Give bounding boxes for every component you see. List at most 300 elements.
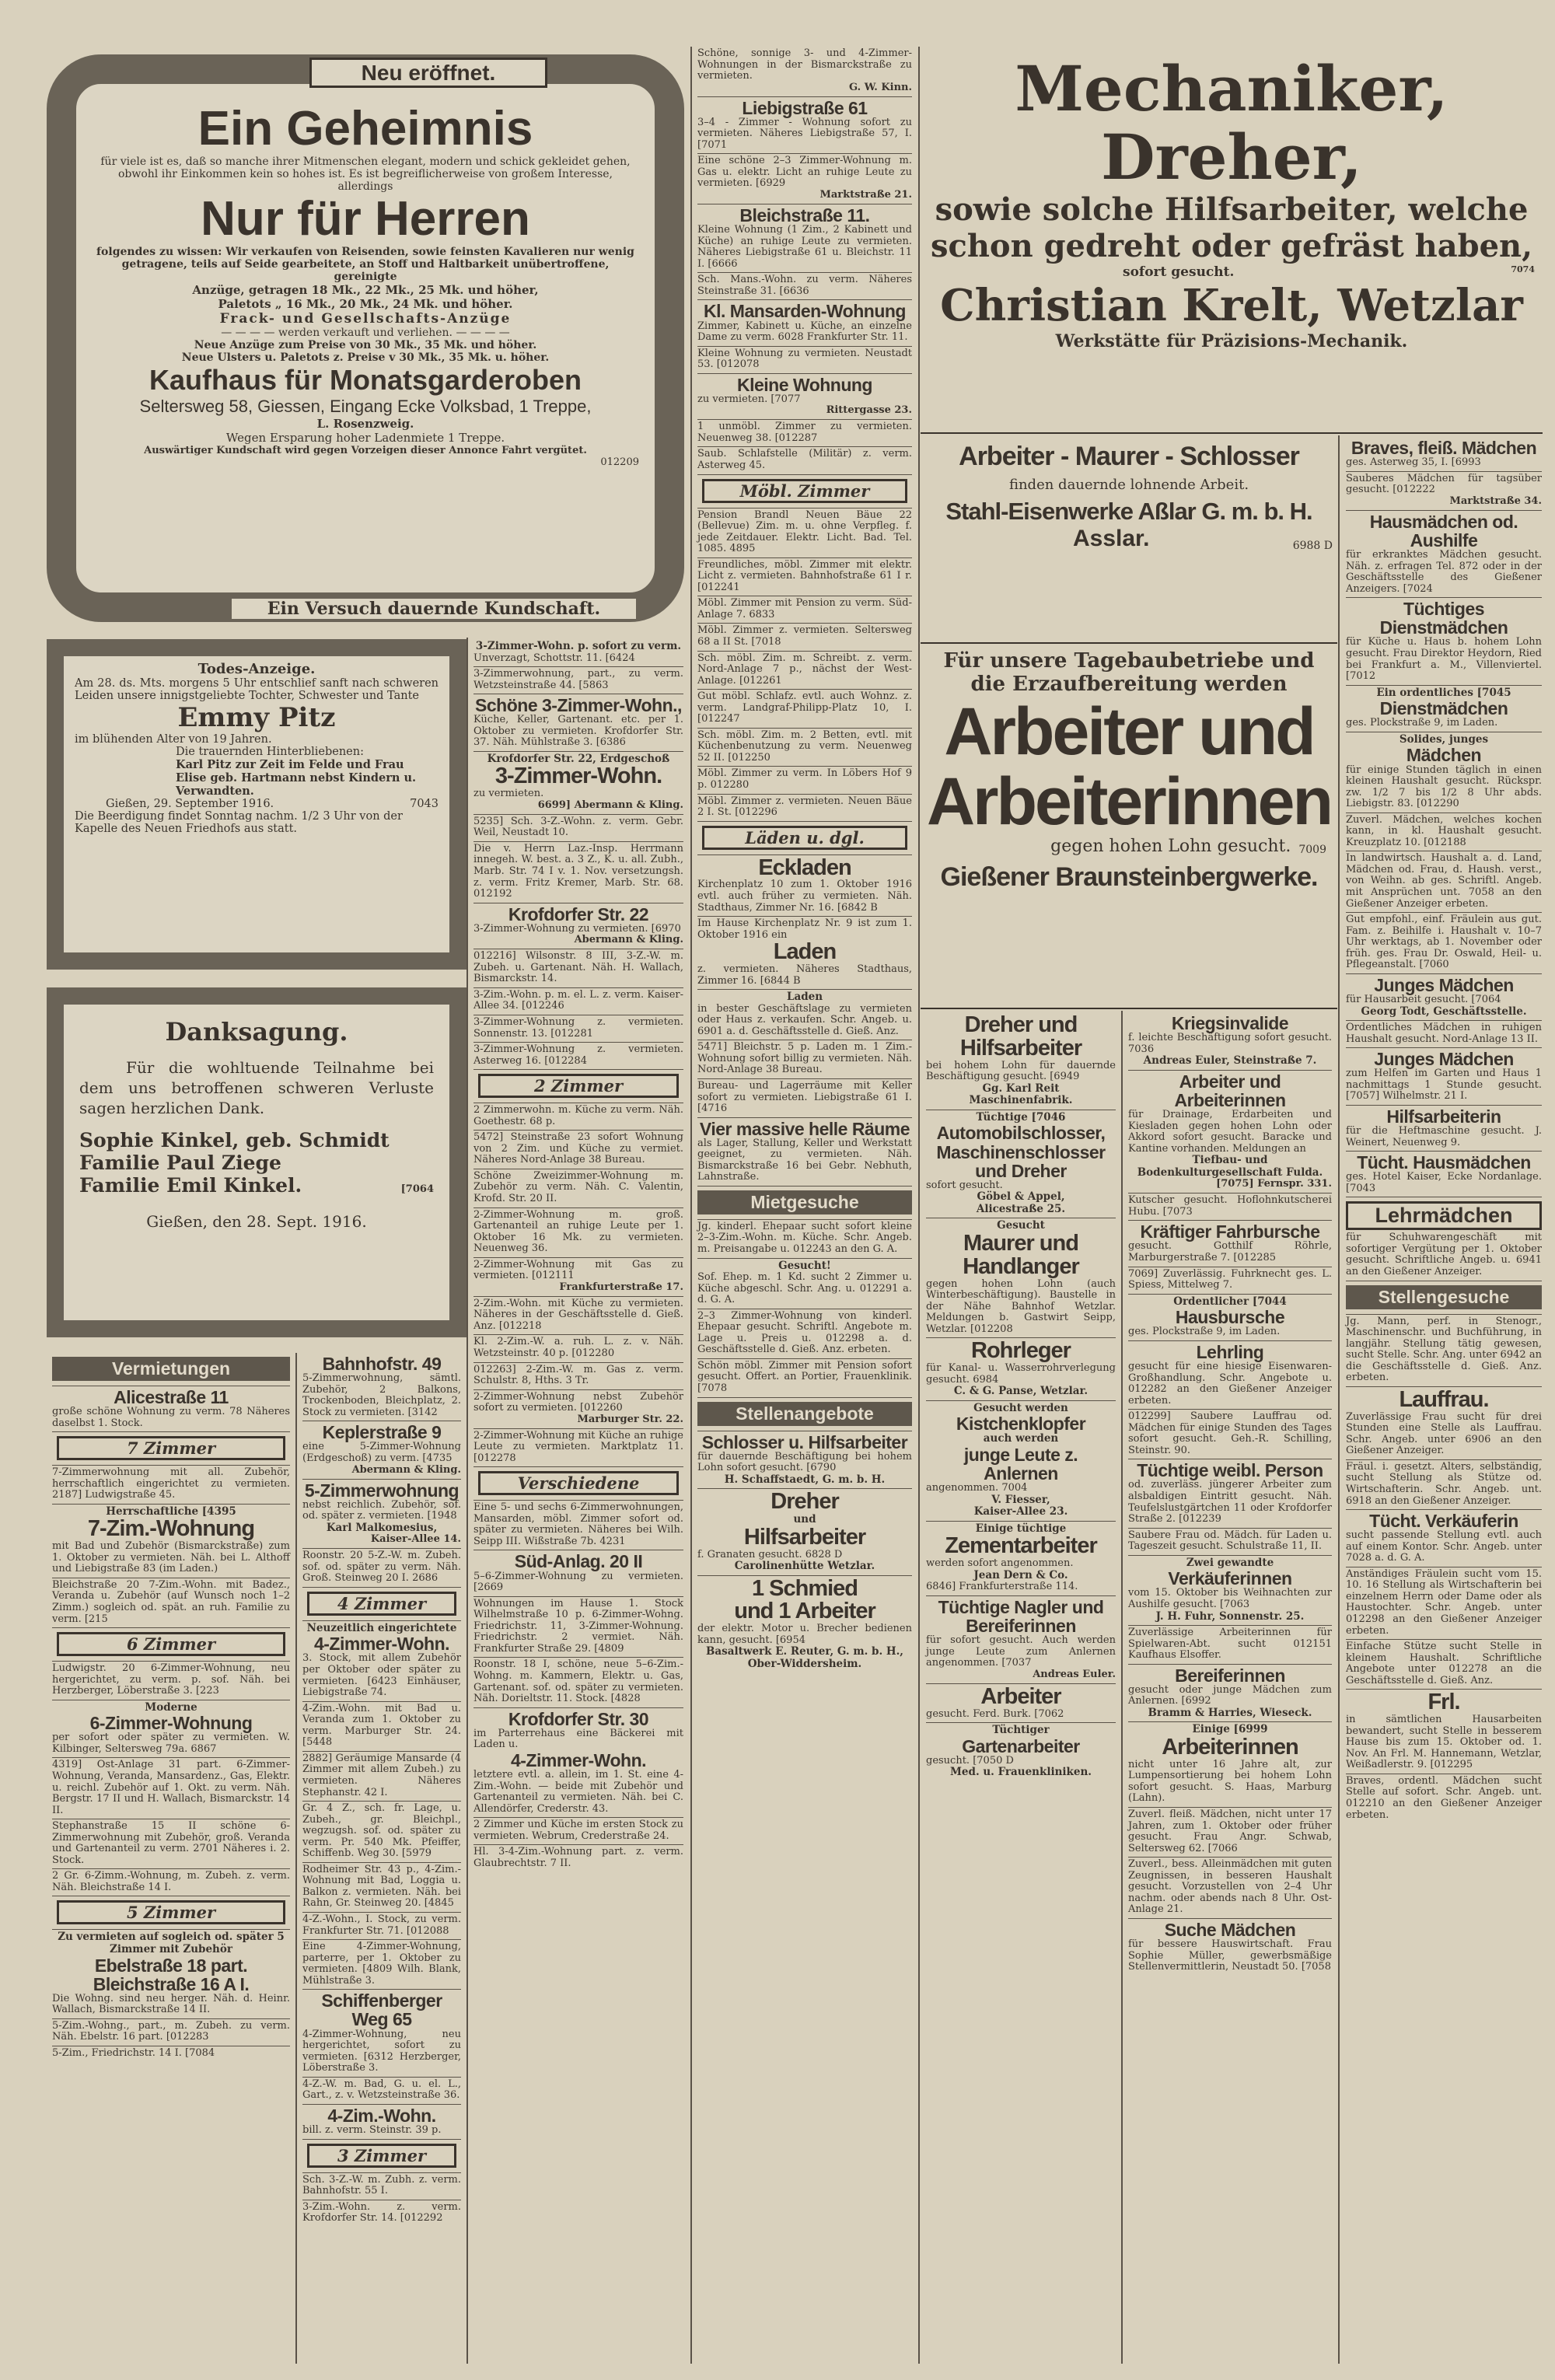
- ad-text: 5471] Bleichstr. 5 p. Laden m. 1 Zim.-Wohnung sofort billig zu vermieten. Näh. Nord-Anlage 38 Bureau.: [697, 1041, 912, 1076]
- classified-ad: [302, 1702, 461, 1752]
- ad-heading: Mädchen: [1406, 745, 1482, 766]
- ad-subheading: und: [793, 1513, 816, 1526]
- ad-text: 7069] Zuverlässig. Fuhrknecht ges. L. Spiess, Mittelweg 7.: [1128, 1267, 1332, 1291]
- classified-ad: [52, 1353, 290, 1386]
- ad-subheading: 3-Zimmer-Wohn. p. sofort zu verm.: [475, 640, 682, 652]
- classified-ad: [52, 1505, 290, 1578]
- ad-subheading: Kaiser-Allee 23.: [973, 1505, 1068, 1519]
- ad-headline: Arbeiterinnen: [1162, 1734, 1298, 1760]
- classified-ad: [697, 1259, 912, 1309]
- ad-heading: Bleichstraße 11.: [739, 204, 870, 225]
- ad-text: 6846] Frankfurterstraße 114.: [926, 1581, 1078, 1593]
- section-header: Läden u. dgl.: [702, 826, 907, 850]
- ad-subheading: Ordentlicher [7044: [1173, 1295, 1287, 1308]
- classified-ad: [52, 2019, 290, 2046]
- deceased-age: im blühenden Alter von 19 Jahren.: [75, 733, 272, 746]
- classified-ad: [697, 1040, 912, 1079]
- ad-text: ges. Hotel Kaiser, Ecke Nordanlage. [7043: [1346, 1171, 1542, 1194]
- braunstein-text-row: [925, 837, 1333, 856]
- ad-text: Möbl. Zimmer z. vermieten. Neuen Bäue 2 I. St. [012296: [697, 795, 912, 819]
- ad-subheading: Herrschaftliche [4395: [106, 1505, 236, 1518]
- classified-ad: [473, 842, 683, 903]
- classified-ad: [473, 1818, 683, 1845]
- ad-heading: Tüchtige Nagler und Bereiferinnen: [938, 1596, 1104, 1636]
- classified-ad: [473, 1169, 683, 1208]
- classified-ad: [926, 1522, 1116, 1596]
- ad-text: Pension Brandl Neuen Bäue 22 (Bellevue) Zim. m. u. ohne Verpfleg. f. jede Zeitdauer. Elektr. Licht. Bad. Tel. 1085. 4895: [697, 509, 912, 555]
- classified-ad: [697, 917, 912, 990]
- ad-text: Roonstr. 20 5-Z.-W. m. Zubeh. sof. od. später zu verm. Näh. Groß. Steinweg 20 I. 2686: [302, 1550, 461, 1585]
- ad-text: zu vermieten.: [473, 788, 544, 800]
- mechanic-line-2: sowie solche Hilfsarbeiter, welche: [935, 191, 1529, 228]
- classified-ad: [697, 596, 912, 624]
- ad-text: für bessere Hauswirtschaft. Frau Sophie Müller, gewerbsmäßige Stellenvermittlerin, Neustadt 50. [7058: [1128, 1938, 1332, 1973]
- ad-title-2: Nur für Herren: [201, 192, 530, 246]
- ad-heading: Tücht. Hausmädchen: [1357, 1152, 1531, 1173]
- classified-ad: [1346, 1510, 1542, 1567]
- ad-text: 3. Stock, mit allem Zubehör per Oktober oder später zu vermieten. [6423 Einhäuser, Liebigstraße 74.: [302, 1652, 461, 1699]
- classified-ad: [1128, 1858, 1332, 1919]
- classified-ad: [1346, 686, 1542, 732]
- thanks-date: Gießen, den 28. Sept. 1916.: [146, 1212, 367, 1231]
- ad-text: 4319] Ost-Anlage 31 part. 6-Zimmer-Wohnung, Veranda, Mansardenz., Gas, Elektr. u. reichl. Zubehör auf 1. Okt. zu verm. Näh. Bergstr. 17 II und H. Wallach, Bismarckstr. 14 II.: [52, 1759, 290, 1816]
- ad-subheading: Jean Dern & Co.: [973, 1568, 1068, 1581]
- ad-heading: Kriegsinvalide: [1171, 1013, 1289, 1033]
- ad-heading: Arbeiter und Arbeiterinnen: [1174, 1071, 1286, 1110]
- classified-ad: [473, 639, 683, 667]
- ad-text: 2 Gr. 6-Zimm.-Wohnung, m. Zubeh. z. verm. Näh. Bleichstraße 14 I.: [52, 1870, 290, 1893]
- classified-ad: [473, 1429, 683, 1468]
- classified-ad: [473, 1501, 683, 1550]
- classified-ad: [1346, 1690, 1542, 1774]
- ad-owner: L. Rosenzweig.: [316, 417, 414, 432]
- ad-new-2: Neue Ulsters u. Paletots z. Preise v 30 Mk., 35 Mk. u. höher.: [181, 351, 550, 365]
- ad-text: sucht passende Stellung evtl. auch auf einem Kontor. Schr. Angeb. unter 7028 a. d. G. A.: [1346, 1529, 1542, 1564]
- mechanic-subtitle: Werkstätte für Präzisions-Mechanik.: [1055, 331, 1408, 351]
- classified-ad: [697, 47, 912, 97]
- ad-text: 012299] Saubere Lauffrau od. Mädchen für einige Stunden des Tages sofort gesucht. Geh.-R. Schilling, Steinstr. 90.: [1128, 1410, 1332, 1456]
- ad-text: 5-Zim.-Wohng., part., m. Zubeh. zu verm. Näh. Ebelstr. 16 part. [012283: [52, 2019, 290, 2043]
- ad-text: Jg. kinderl. Ehepaar sucht sofort kleine 2–3-Zim.-Wohn. m. Küche. Schr. Angeb. m. Preisangabe u. 012243 an den G. A.: [697, 1220, 912, 1256]
- classified-ad: [926, 1596, 1116, 1684]
- classified-ad: [473, 1597, 683, 1658]
- ad-signature: 6699] Abermann & Kling.: [537, 799, 683, 811]
- classified-ad: [52, 1386, 290, 1432]
- ad-text: Schön möbl. Zimmer mit Pension sofort gesucht. Offert. an Portier, Frauenklinik. [7078: [697, 1359, 912, 1395]
- ad-text: angenommen. 7004: [926, 1482, 1028, 1494]
- classified-ad: [473, 1658, 683, 1707]
- classified-ad: [926, 1338, 1116, 1400]
- ad-text: letztere evtl. a. allein, im 1. St. eine 4-Zim.-Wohn. — beide mit Zubehör und Gartenanteil zu vermieten. Näh. bei C. Allendörfer, Crederstr. 43.: [473, 1768, 683, 1815]
- ad-headline: 1 Schmied: [751, 1575, 858, 1601]
- ad-boxed-heading: Lehrmädchen: [1346, 1201, 1542, 1230]
- classified-ad: [1128, 1808, 1332, 1858]
- ad-text: 5-Zimmerwohnung, sämtl. Zubehör, 2 Balkons, Trockenboden, Bleichplatz, 2. Stock zu vermieten. [3142: [302, 1372, 461, 1418]
- ad-price-1: Anzüge, getragen 18 Mk., 22 Mk., 25 Mk. und höher,: [192, 283, 539, 298]
- classified-ad: [302, 1549, 461, 1588]
- ad-text: 2-Zimmer-Wohnung nebst Zubehör sofort zu vermieten. [012260: [473, 1390, 683, 1414]
- classified-ad: [697, 822, 912, 855]
- classified-ad: [926, 1218, 1116, 1338]
- ad-subheading: Einige tüchtige: [975, 1522, 1067, 1535]
- ad-text: Sch. Mans.-Wohn. zu verm. Näheres Steinstraße 31. [6636: [697, 274, 912, 297]
- ad-note-2: Auswärtiger Kundschaft wird gegen Vorzeigen dieser Annonce Fahrt vergütet.: [144, 445, 587, 457]
- section-header: 2 Zimmer: [478, 1074, 679, 1098]
- ad-heading: Hausbursche: [1175, 1307, 1285, 1328]
- ad-frack-2: — — — — werden verkauft und verliehen. — — — —: [221, 327, 510, 340]
- classified-ad: [697, 475, 912, 509]
- classified-ad: [473, 752, 683, 815]
- classified-ad: [302, 1752, 461, 1802]
- ad-text: Schöne Zweizimmer-Wohnung m. Zubehör zu verm. Näh. C. Valentin, Krofd. Str. 20 II.: [473, 1169, 683, 1204]
- classified-ad: [697, 1220, 912, 1259]
- ad-subheading: Bramm & Harries, Wieseck.: [1148, 1706, 1312, 1719]
- braunstein-big-1: Arbeiter und: [944, 694, 1314, 769]
- ad-headline: Zementarbeiter: [945, 1533, 1097, 1559]
- classified-ad: [473, 667, 683, 694]
- ad-subheading: Tüchtige [7046: [976, 1110, 1066, 1124]
- braunstein-intro: Für unsere Tagebaubetriebe und die Erzaufbereitung werden: [943, 649, 1315, 696]
- braunstein-company: Gießener Braunsteinbergwerke.: [940, 862, 1318, 893]
- ad-text: eine 5-Zimmer-Wohnung (Erdgeschoß) zu verm. [4735: [302, 1441, 461, 1465]
- ad-heading: Tüchtiges Dienstmädchen: [1379, 599, 1508, 638]
- ad-signature: Andreas Euler.: [1033, 1668, 1116, 1680]
- ad-badge: [309, 58, 547, 88]
- ad-text: Kleine Wohnung (1 Zim., 2 Kabinett und Küche) an ruhige Leute zu vermieten. Näheres Liebigstraße 61 u. Bleichstr. 11 I. [6666: [697, 224, 912, 270]
- ad-text: in bester Geschäftslage zu vermieten oder Haus z. verkaufen. Schr. Angeb. u. 6901 a. d. Geschäftsstelle d. Gieß. Anz.: [697, 1002, 912, 1037]
- ad-text: nebst reichlich. Zubehör, sof. od. später z. vermieten. [1948: [302, 1498, 461, 1522]
- ad-heading: Suche Mädchen: [1164, 1919, 1296, 1940]
- ad-text: für dauernde Beschäftigung bei hohem Lohn sofort gesucht. [6790: [697, 1450, 912, 1474]
- classified-ad: [926, 1012, 1116, 1110]
- ad-heading: Gartenarbeiter: [962, 1735, 1080, 1756]
- ad-heading: Verkäuferinnen: [1168, 1568, 1292, 1589]
- ad-subheading: Moderne: [145, 1700, 197, 1714]
- ad-heading: junge Leute z. Anlernen: [963, 1444, 1078, 1484]
- ad-text: ges. Plockstraße 9, im Laden.: [1346, 717, 1498, 729]
- thanks-name-2: Familie Paul Ziege: [79, 1152, 281, 1174]
- column-jobs-men: [921, 1012, 1121, 1781]
- column-jobs-mixed: [1123, 1012, 1337, 1976]
- ad-text: Schöne, sonnige 3- und 4-Zimmer-Wohnungen in der Bismarckstraße zu vermieten.: [697, 47, 912, 82]
- ad-text: Sauberes Mädchen für tagsüber gesucht. [012222: [1346, 472, 1542, 496]
- classified-ad: [697, 1118, 912, 1187]
- classified-ad: [1346, 1640, 1542, 1690]
- ad-text: nicht unter 16 Jahre alt, zur Lumpensortierung bei hohem Lohn sofort gesucht. S. Haas, Marburg (Lahn).: [1128, 1758, 1332, 1805]
- classified-ad: [697, 300, 912, 346]
- classified-ad: [473, 988, 683, 1015]
- classified-ad: [697, 558, 912, 597]
- column-divider: [466, 638, 468, 2364]
- classified-ad: [697, 447, 912, 474]
- classified-ad: [52, 1628, 290, 1662]
- section-header: Verschiedene: [478, 1471, 679, 1495]
- ad-price-2: Paletots „ 16 Mk., 20 Mk., 24 Mk. und höher.: [218, 297, 513, 312]
- ad-headline: Eckladen: [758, 854, 851, 880]
- mourners-label: Die trauernden Hinterbliebenen:: [176, 746, 364, 758]
- classified-ad: [473, 1708, 683, 1819]
- mechanic-sofort-row: [921, 264, 1543, 280]
- ad-heading: Kistchenklopfer: [956, 1414, 1086, 1435]
- classified-ad: [697, 1576, 912, 1673]
- ad-text: 2-Zim.-Wohn. mit Küche zu vermieten. Näheres in der Geschäftsstelle d. Gieß. Anz. [012218: [473, 1297, 683, 1332]
- asslar-ref: 6988 D: [1292, 540, 1333, 552]
- classified-ad: [1346, 813, 1542, 852]
- ad-subheading: Gg. Karl Reit: [982, 1082, 1060, 1095]
- ad-text: Roonstr. 18 I, schöne, neue 5–6-Zim.-Wohng. m. Kammern, Elektr. u. Gas, Gartenant. sof. od. später zu vermieten. Näh. Dorieltstr. 11. Stock. [4828: [473, 1658, 683, 1705]
- ad-heading: Liebigstraße 61: [742, 97, 868, 118]
- ad-subheading: Tüchtiger: [992, 1724, 1050, 1737]
- section-header: 3 Zimmer: [307, 2144, 456, 2168]
- ad-text: Zimmer, Kabinett u. Küche, an einzelne Dame zu verm. 6028 Frankfurter Str. 11.: [697, 320, 912, 344]
- classified-ad: [302, 1621, 461, 1702]
- thanks-name-1: Sophie Kinkel, geb. Schmidt: [79, 1129, 390, 1152]
- classified-ad: [1346, 1567, 1542, 1640]
- ad-heading: Automobilschlosser, Maschinenschlosser und Dreher: [936, 1123, 1106, 1181]
- thanks-text: Für die wohltuende Teilnahme bei dem uns betroffenen schweren Verluste sagen herzlichen Dank.: [79, 1058, 434, 1117]
- classified-ad: [926, 1401, 1116, 1522]
- thanks-ref: [7064: [400, 1183, 434, 1195]
- classified-ad: [697, 1187, 912, 1220]
- ad-subheading: Ein ordentliches [7045: [1376, 686, 1511, 699]
- classified-ad: [1128, 1626, 1332, 1665]
- classified-ad: [1128, 1665, 1332, 1723]
- ad-text: 5472] Steinstraße 23 sofort Wohnung von 2 Zim. und Küche zu vermiet. Näheres Nord-Anlage 38 Bureau.: [473, 1131, 683, 1166]
- ad-heading: Tüchtige weibl. Person: [1137, 1460, 1323, 1481]
- thanks-title: Danksagung.: [165, 1017, 348, 1047]
- ad-subheading: Solides, junges: [1399, 732, 1489, 746]
- classified-ad: [1128, 1410, 1332, 1459]
- ad-text: Kutscher gesucht. Hoflohnkutscherei Hubu. [7073: [1128, 1194, 1332, 1218]
- classified-ad: [52, 1662, 290, 1700]
- classified-ad: [302, 2200, 461, 2227]
- braunstein-job-ad: [921, 647, 1337, 1009]
- ad-heading: Bahnhofstr. 49: [322, 1354, 442, 1374]
- ad-headline: Rohrleger: [971, 1338, 1071, 1364]
- ad-text: In landwirtsch. Haushalt a. d. Land, Mädchen od. Frau, d. Haush. verst., von Weihn. ab ges. Schriftl. Angeb. mit Ansprüchen unt. 7058 an den Gießener Anzeiger erbeten.: [1346, 852, 1542, 910]
- ad-text: Einfache Stütze sucht Stelle in kleinem Haushalt. Schriftliche Angebote unter 012278 an die Geschäftsstelle d. Gieß. Anz.: [1346, 1641, 1542, 1686]
- ad-text: 5-Zim., Friedrichstr. 14 I. [7084: [52, 2046, 215, 2059]
- ad-subheading: Gesucht: [997, 1219, 1045, 1232]
- classified-ad: [1128, 1012, 1332, 1071]
- asslar-place: Asslar.: [1073, 526, 1150, 551]
- ad-text: gesucht für eine hiesige Eisenwaren-Großhandlung. Schr. Angebote u. 012282 an den Gießener Anzeiger erbeten.: [1128, 1360, 1332, 1407]
- ad-heading: Tücht. Verkäuferin: [1369, 1511, 1518, 1532]
- classified-ad: [473, 1845, 683, 1871]
- classified-ad: [1346, 1460, 1542, 1510]
- ad-heading: Keplerstraße 9: [322, 1422, 442, 1443]
- classified-ad: [1346, 1048, 1542, 1106]
- ad-text: gegen hohen Lohn (auch Winterbeschäftigung). Baustelle in der Nähe Bahnhof Wetzlar. Meldungen b. Gastwirt Seipp, Wetzlar. [012208: [926, 1277, 1116, 1335]
- classified-ad: [52, 1578, 290, 1628]
- ad-text: für Schuhwarengeschäft mit sofortiger Vergütung per 1. Oktober gesucht. Schriftliche Angeb. u. 6941 an den Gießener Anzeiger.: [1346, 1232, 1542, 1277]
- ad-signature: Frankfurterstraße 17.: [559, 1281, 683, 1293]
- ad-heading: Dienstmädchen: [1379, 698, 1508, 719]
- section-banner: Stellenangebote: [697, 1402, 912, 1426]
- ad-text: Gut empfohl., einf. Fräulein aus gut. Fam. z. Beihilfe i. Haushalt v. 10–7 Uhr werktags, ab 1. November oder früh. ges. Frau Dr. Oswald, Heil- u. Pflegeanstalt. [7060: [1346, 914, 1542, 971]
- ad-text: per sofort oder später zu vermieten. W. Kilbinger, Seltersweg 79a. 6867: [52, 1732, 290, 1755]
- classified-ad: [697, 374, 912, 421]
- clothing-store-ad: [47, 54, 684, 622]
- ad-headline: 7-Zim.-Wohnung: [87, 1516, 255, 1542]
- asslar-company: Stahl-Eisenwerke Aßlar G. m. b. H.: [945, 498, 1312, 525]
- ad-heading: 4-Zimmer-Wohn.: [510, 1749, 647, 1770]
- classified-ad: [1128, 1341, 1332, 1410]
- ad-signature: [7075] Fernspr. 331.: [1216, 1178, 1332, 1190]
- ad-heading: 4-Zim.-Wohn.: [327, 2105, 436, 2126]
- ad-subheading: Med. u. Frauenkliniken.: [949, 1766, 1092, 1779]
- deceased-name: Emmy Pitz: [177, 702, 336, 733]
- section-header: 7 Zimmer: [57, 1436, 285, 1460]
- mechanic-company: Christian Krelt, Wetzlar: [940, 280, 1523, 331]
- ad-heading: Bereiferinnen: [1175, 1665, 1285, 1686]
- classified-ad: [1128, 1919, 1332, 1976]
- ad-text: zum Helfen im Garten und Haus 1 nachmittags 1 Stunde gesucht. [7057] Wilhelmstr. 21 I.: [1346, 1068, 1542, 1103]
- classified-ad: [302, 1353, 461, 1421]
- ad-text: Zuverl. Mädchen, welches kochen kann, in kl. Haushalt gesucht. Kreuzplatz 10. [012188: [1346, 813, 1542, 848]
- section-banner: Mietgesuche: [697, 1190, 912, 1214]
- classified-ad: [1128, 1459, 1332, 1528]
- classified-ad: [697, 273, 912, 300]
- ad-text: werden sofort angenommen.: [926, 1557, 1074, 1570]
- death-notice-title: Todes-Anzeige.: [197, 661, 316, 677]
- classified-ad: [302, 2105, 461, 2140]
- ad-text: 3-Zimmer-Wohnung z. vermieten. Sonnenstr. 13. [012281: [473, 1015, 683, 1040]
- ad-text: f. leichte Beschäftigung sofort gesucht. 7036: [1128, 1032, 1332, 1055]
- classified-ad: [1346, 1021, 1542, 1048]
- ad-subheading: Basaltwerk E. Reuter, G. m. b. H., Ober-Widdersheim.: [705, 1645, 904, 1670]
- ad-headline: und 1 Arbeiter: [734, 1599, 875, 1624]
- ad-signature: Marktstraße 21.: [819, 189, 912, 201]
- ad-subheading: Laden: [786, 991, 823, 1004]
- classified-ad: [697, 767, 912, 794]
- classified-ad: [52, 1758, 290, 1819]
- classified-ad: [1128, 1722, 1332, 1808]
- classified-ad: [1346, 732, 1542, 813]
- mechanic-job-ad: [921, 54, 1543, 434]
- section-header: 6 Zimmer: [57, 1632, 285, 1656]
- ad-text: Ordentliches Mädchen in ruhigen Haushalt gesucht. Nord-Anlage 13 II.: [1346, 1022, 1542, 1045]
- classified-ad: [697, 204, 912, 273]
- asslar-job-ad: [921, 437, 1337, 644]
- classified-ad: [52, 1869, 290, 1896]
- ad-heading: Alicestraße 11: [114, 1387, 229, 1407]
- ad-text: Sch. möbl. Zim. m. 2 Betten, evtl. mit Küchenbenutzung zu verm. Neuenweg 52 II. [012250: [697, 729, 912, 764]
- ad-heading: 5-Zimmerwohnung: [304, 1480, 460, 1501]
- death-notice-date: Gießen, 29. September 1916.: [106, 798, 274, 810]
- ad-signature: Abermann & Kling.: [574, 934, 683, 946]
- classified-ad: [697, 855, 912, 917]
- ad-heading: Ebelstraße 18 part.: [94, 1955, 248, 1976]
- ad-text: Eine 5- und sechs 6-Zimmerwohnungen, Mansarden, möbl. Zimmer sofort od. später zu vermieten. Näheres bei Wilh. Seipp III. Wißstraße 7b. 4231: [473, 1501, 683, 1547]
- classified-ad: [473, 1258, 683, 1297]
- ad-text: 4-Z.-Wohn., I. Stock, zu verm. Frankfurter Str. 71. [012088: [302, 1913, 461, 1937]
- classified-ad: [302, 1913, 461, 1940]
- ad-text: 012216] Wilsonstr. 8 III, 3-Z.-W. m. Zubeh. u. Gartenant. Näh. H. Wallach, Bismarckstr. 14.: [473, 950, 683, 985]
- classified-ad: [52, 1819, 290, 1869]
- ad-text: für sofort gesucht. Auch werden junge Leute zum Anlernen angenommen. [7037: [926, 1634, 1116, 1669]
- ad-text: Eine schöne 2–3 Zimmer-Wohnung m. Gas u. elektr. Licht an ruhige Leute zu vermieten. [6929: [697, 155, 912, 190]
- ad-text: Kirchenplatz 10 zum 1. Oktober 1916 evtl. auch früher zu vermieten. Näh. Stadthaus, Zimmer Nr. 16. [6842 B: [697, 879, 912, 914]
- ad-text: für die Heftmaschine gesucht. J. Weinert, Neuenweg 9.: [1346, 1125, 1542, 1148]
- classified-ad: [473, 1297, 683, 1336]
- classified-ad: [697, 624, 912, 651]
- ad-text: für Küche u. Haus b. hohem Lohn gesucht. Frau Direktor Heydorn, Ried bei Frankfurt a. M., Villenviertel. [7012: [1346, 636, 1542, 683]
- classified-ad: [1346, 1774, 1542, 1823]
- ad-headline: Hilfsarbeiter: [743, 1524, 866, 1550]
- classified-ad: [697, 1079, 912, 1118]
- classified-ad: [473, 1070, 683, 1103]
- ad-subheading: Einige [6999: [1192, 1723, 1268, 1736]
- ad-subheading: Neuzeitlich eingerichtete: [306, 1621, 457, 1634]
- classified-ad: [1346, 1315, 1542, 1387]
- classified-ad: [302, 1940, 461, 1990]
- ad-subheading: Zu vermieten auf sogleich od. später 5 Zimmer mit Zubehör: [58, 1931, 285, 1955]
- ad-heading: Junges Mädchen: [1374, 1049, 1514, 1070]
- ad-address: Seltersweg 58, Giessen, Eingang Ecke Volksbad, 1 Treppe,: [139, 397, 592, 417]
- ad-text: gesucht. [7050 D: [926, 1754, 1014, 1767]
- ad-heading: 4-Zimmer-Wohn.: [313, 1634, 450, 1655]
- classified-ad: [52, 2046, 290, 2062]
- classified-ad: [473, 1363, 683, 1390]
- badge-text: Neu eröffnet.: [361, 61, 496, 85]
- ad-text: ges. Asterweg 35, I. [6993: [1346, 456, 1481, 469]
- ad-store-name: Kaufhaus für Monatsgarderoben: [149, 364, 582, 397]
- classified-ad: [1346, 851, 1542, 913]
- ad-text: für Hausarbeit gesucht. [7064: [1346, 993, 1501, 1005]
- classified-ad: [1346, 1152, 1542, 1197]
- ad-subheading: Andreas Euler, Steinstraße 7.: [1143, 1054, 1317, 1068]
- ad-text: 2–3 Zimmer-Wohnung von kinderl. Ehepaar gesucht. Schriftl. Angebote m. Lage u. Preis u. 012298 a. d. Geschäftsstelle d. Gieß. Anz. erbeten.: [697, 1309, 912, 1356]
- braunstein-big-2: Arbeiterinnen: [926, 764, 1332, 840]
- classified-ad: [302, 1421, 461, 1479]
- ad-text: mit Bad und Zubehör (Bismarckstraße) zum 1. Oktober zu vermieten. Näh. bei L. Althoff und Liebigstraße 83 (im Laden.): [52, 1540, 290, 1575]
- mechanic-ref: 7074: [1511, 264, 1535, 274]
- ad-heading: 6-Zimmer-Wohnung: [89, 1713, 253, 1734]
- classified-ad: [302, 1863, 461, 1913]
- ad-text: für einige Stunden täglich in einen kleinen Haushalt gesucht. Rückspr. zw. 1/2 7 bis 1/2 8 Uhr abds. Liebigstr. 83. [012290: [1346, 764, 1542, 810]
- ad-text: 2-Zimmer-Wohnung mit Küche an ruhige Leute zu vermieten. Marktplatz 11. [012278: [473, 1429, 683, 1464]
- ad-headline: Maurer und Handlanger: [963, 1230, 1079, 1279]
- mechanic-sofort: sofort gesucht.: [1123, 264, 1235, 280]
- ad-text: Jg. Mann, perf. in Stenogr., Maschinenschr. und Buchführung, in langjähr. Stellung tätig gewesen, sucht Stelle. Schr. Ang. unter 6942 an die Geschäftsstelle d. Gieß. Anz. erbeten.: [1346, 1315, 1542, 1384]
- classified-ad: [473, 1015, 683, 1043]
- ad-text: Zuverlässige Arbeiterinnen für Spielwaren-Abt. sucht 012151 Kaufhaus Elsoffer.: [1128, 1627, 1332, 1662]
- classified-ad: [302, 1480, 461, 1550]
- section-banner: Vermietungen: [52, 1357, 290, 1381]
- ad-subheading: Maschinenfabrik.: [969, 1094, 1073, 1107]
- classified-ad: [52, 1896, 290, 1930]
- ad-text: Möbl. Zimmer zu verm. In Löbers Hof 9 p. 012280: [697, 767, 912, 791]
- ad-text: Braves, ordentl. Mädchen sucht Stelle auf sofort. Schr. Angeb. unt. 012210 an den Gießener Anzeiger erbeten.: [1346, 1774, 1542, 1821]
- ad-text: Ludwigstr. 20 6-Zimmer-Wohnung, neu hergerichtet, zu verm. p. sof. Näh. bei Herzberger, Löberstraße 3. [223: [52, 1662, 290, 1697]
- asslar-place-row: [925, 526, 1333, 552]
- ad-text: Sof. Ehep. m. 1 Kd. sucht 2 Zimmer u. Küche abgeschl. Schr. Ang. u. 012291 a. d. G. A.: [697, 1271, 912, 1306]
- ad-text: gesucht. Gotthilf Röhrle, Marburgerstraße 7. [012285: [1128, 1240, 1332, 1263]
- ad-heading: Vier massive helle Räume: [699, 1118, 910, 1139]
- ad-signature: Rittergasse 23.: [826, 404, 912, 417]
- classified-ad: [302, 2173, 461, 2200]
- column-rentals-medium: [297, 1353, 466, 2227]
- ad-text: Unverzagt, Schottstr. 11. [6424: [473, 652, 635, 664]
- classified-ad: [302, 2140, 461, 2173]
- ad-heading: Süd-Anlag. 20 II: [514, 1551, 643, 1572]
- ad-text: Bleichstraße 20 7-Zim.-Wohn. mit Badez., Veranda u. Zubehör (auf Wunsch noch 1–2 Zimm.) sogleich od. spät. an ruh. Familie zu verm. [215: [52, 1578, 290, 1625]
- ad-text: 3-Zim.-Wohn. p. m. el. L. z. verm. Kaiser-Allee 34. [012246: [473, 988, 683, 1012]
- ad-text: 3-Zimmer-Wohnung z. vermieten. Asterweg 16. [012284: [473, 1043, 683, 1067]
- classified-ad: [1346, 1387, 1542, 1460]
- classified-ad: [1128, 1267, 1332, 1295]
